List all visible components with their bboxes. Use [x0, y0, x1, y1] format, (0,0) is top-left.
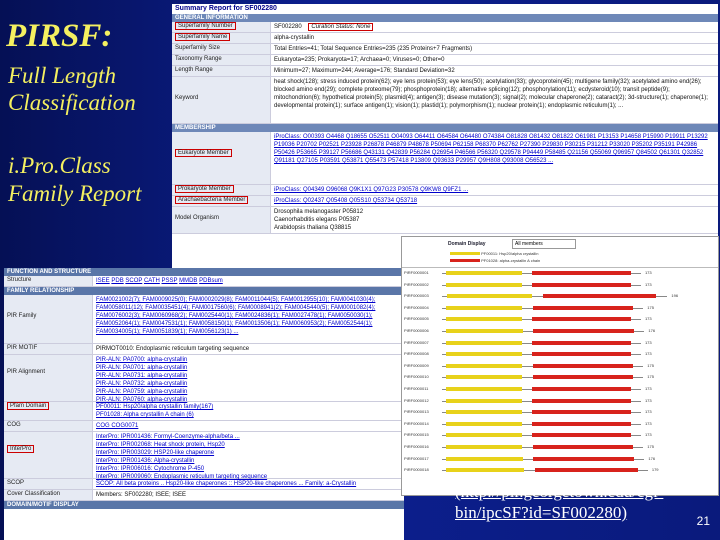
- pir-family-links[interactable]: FAM0021002(7); FAM0009025(0); FAM0002029(8); FAM0011044(5); FAM0012955(10); FAM0041030(4); FAM0058011(12); FAM0035451(4); FAM0017560(6); FAM0008941(2); FAM0045440(5); FAM0001082(4); FAM0076002(3); FAM0060968(2); FAM0025440(1); FAM0024836(1); FAM0027478(1); FAM0050030(1); FAM0052064(1); FAM0047531(1); FAM0058150(1); FAM0013506(1); FAM0060953(2); FAM0052544(1); FAM0034005(1); FAM0051839(1); FAM0056123(1) ...: [96, 297, 376, 335]
- domain-row[interactable]: [402, 291, 718, 303]
- domain-segment-crystallin: [532, 341, 631, 345]
- interpro-link[interactable]: InterPro: IPR003029: HSP20-like chaperone: [96, 450, 215, 456]
- sequence-length: 173: [644, 385, 652, 391]
- domain-segment-hsp20: [447, 294, 533, 298]
- domain-row[interactable]: [402, 465, 718, 477]
- row-label: Eukaryote Member: [175, 149, 232, 157]
- model-organism-row: [172, 207, 718, 234]
- legend-swatch: [450, 252, 480, 255]
- legend-label: PF01028: alpha-crystallin A chain: [481, 258, 541, 263]
- domain-segment-crystallin: [532, 271, 631, 275]
- alignment-link[interactable]: PIR-ALN: PA0700: alpha-crystallin: [96, 357, 188, 363]
- domain-segment-hsp20: [446, 410, 522, 414]
- domain-segment-hsp20: [446, 283, 522, 287]
- model-organism-list: [271, 207, 366, 233]
- model-organism: Drosophila melanogaster P05812: [274, 209, 364, 215]
- domain-segment-hsp20: [446, 422, 522, 426]
- alignment-link[interactable]: PIR-ALN: PA0732: alpha-crystallin: [96, 381, 188, 387]
- row-label: PIR MOTIF: [4, 344, 93, 354]
- domain-segment-crystallin: [532, 283, 631, 287]
- domain-row[interactable]: [402, 407, 718, 419]
- alignment-link[interactable]: PIR-ALN: PA0701: alpha-crystallin: [96, 365, 188, 371]
- domain-row-id: PIRF0000015: [404, 432, 429, 438]
- domain-row[interactable]: [402, 396, 718, 408]
- row-label: Structure: [4, 276, 93, 286]
- sequence-length: 173: [644, 432, 652, 438]
- sequence-length: 196: [671, 293, 679, 299]
- general-row: [172, 77, 718, 124]
- row-label: SCOP: [4, 479, 93, 489]
- pir-alignment-list: [93, 355, 190, 401]
- general-row: [172, 44, 718, 55]
- domain-row-id: PIRF0000003: [404, 293, 429, 299]
- scop-row: [4, 479, 404, 490]
- domain-row-id: PIRF0000012: [404, 397, 429, 403]
- domain-row[interactable]: [402, 268, 718, 280]
- sequence-length: 173: [644, 339, 652, 345]
- domain-row[interactable]: [402, 338, 718, 350]
- row-label: Pfam Domain: [7, 402, 49, 410]
- domain-segment-hsp20: [446, 433, 522, 437]
- domain-row[interactable]: [402, 314, 718, 326]
- page-number: 21: [696, 514, 710, 528]
- function-structure-header: FUNCTION AND STRUCTURE: [4, 268, 404, 276]
- interpro-row: [4, 432, 404, 479]
- row-label: COG: [4, 421, 93, 431]
- domain-row-id: PIRF0000005: [404, 316, 429, 322]
- sequence-length: 173: [644, 409, 652, 415]
- cover-value: Members: SF002280; ISEE; ISEE: [96, 492, 187, 498]
- structure-link[interactable]: PDBsum: [199, 278, 223, 284]
- pir-family-row: [4, 295, 404, 344]
- domain-segment-hsp20: [446, 271, 522, 275]
- row-label: Keyword: [172, 77, 271, 123]
- domain-segment-crystallin: [532, 352, 631, 356]
- legend-entry: [450, 251, 538, 256]
- family-relationship-header: FAMILY RELATIONSHIP: [4, 287, 404, 295]
- sequence-length: 175: [647, 374, 654, 380]
- membership-row: [172, 196, 718, 207]
- domain-segment-crystallin: [535, 468, 638, 472]
- domain-row-id: PIRF0000008: [404, 351, 429, 357]
- scop-link[interactable]: SCOP: All beta proteins .. Hsp20-like chaperones :: HSP20-like chaperones ... Family: a-Crystallin: [96, 481, 357, 487]
- domain-segment-crystallin: [533, 375, 634, 379]
- sequence-length: 179: [651, 467, 659, 473]
- domain-segment-crystallin: [533, 364, 634, 368]
- legend-entry: [450, 258, 540, 263]
- structure-link[interactable]: ISEE: [96, 278, 110, 284]
- general-row: [172, 33, 718, 44]
- curation-status: Curation Status: None: [308, 23, 373, 31]
- domain-rows: [402, 268, 718, 477]
- sequence-length: 175: [647, 443, 654, 449]
- interpro-link[interactable]: InterPro: IPR009060: Endoplasmic reticulum targeting sequence: [96, 474, 268, 480]
- general-row: [172, 55, 718, 66]
- general-row: [172, 66, 718, 77]
- domain-row[interactable]: [402, 384, 718, 396]
- structure-link[interactable]: CATH: [143, 278, 160, 284]
- domain-segment-crystallin: [532, 387, 631, 391]
- domain-row[interactable]: [402, 349, 718, 361]
- domain-segment-hsp20: [446, 457, 523, 461]
- domain-row-id: PIRF0000014: [404, 420, 429, 426]
- domain-segment-crystallin: [532, 410, 631, 414]
- structure-link[interactable]: PDB: [111, 278, 124, 284]
- domain-row[interactable]: [402, 326, 718, 338]
- domain-segment-hsp20: [446, 306, 522, 310]
- domain-row[interactable]: [402, 430, 718, 442]
- pfam-list: [93, 402, 216, 420]
- alignment-link[interactable]: PIR-ALN: PA0760: alpha-crystallin: [96, 397, 188, 403]
- domain-row-id: PIRF0000002: [404, 281, 429, 287]
- domain-segment-hsp20: [446, 329, 523, 333]
- domain-segment-hsp20: [446, 387, 522, 391]
- pir-motif-row: [4, 344, 404, 355]
- domain-segment-crystallin: [532, 422, 631, 426]
- domain-row[interactable]: [402, 442, 718, 454]
- structure-links: [93, 276, 226, 286]
- summary-report-panel: [172, 4, 718, 274]
- domain-row-id: PIRF0000010: [404, 374, 429, 380]
- row-label: Superfamily Name: [175, 33, 230, 41]
- interpro-list: [93, 432, 270, 478]
- structure-row: [4, 276, 404, 287]
- cog-row: [4, 421, 404, 432]
- summary-title: Summary Report for SF002280: [175, 5, 277, 12]
- row-label: Arachaebacteria Member: [175, 196, 248, 204]
- domain-row-id: PIRF0000009: [404, 362, 429, 368]
- prokaryote-member-links[interactable]: iProClass: Q04349 O96068 Q9K1X1 Q97G23 P30578 Q9KW8 Q9FZ1 ...: [274, 187, 469, 193]
- slide-subtitle-family-report: i.Pro.Class Family Report: [8, 153, 142, 206]
- domain-segment-crystallin: [533, 329, 634, 333]
- model-organism: Arabidopsis thaliana Q38815: [274, 225, 352, 231]
- row-label: Prokaryote Member: [175, 185, 234, 193]
- domain-segment-hsp20: [446, 352, 522, 356]
- domain-segment-hsp20: [446, 445, 522, 449]
- slide-subtitle-classification: Full Length Classification: [8, 63, 136, 115]
- sequence-length: 173: [644, 397, 652, 403]
- sequence-length: 176: [648, 327, 656, 333]
- domain-row[interactable]: [402, 303, 718, 315]
- structure-link[interactable]: SCOP: [125, 278, 143, 284]
- interpro-link[interactable]: InterPro: IPR002068: Heat shock protein, Hsp20: [96, 442, 225, 448]
- pfam-link[interactable]: PF01028: Alpha crystallin A chain (6): [96, 412, 194, 418]
- domain-segment-crystallin: [543, 294, 656, 298]
- general-row: [172, 22, 718, 33]
- pir-alignment-row: [4, 355, 404, 402]
- domain-segment-hsp20: [446, 468, 524, 472]
- sequence-length: 173: [644, 351, 652, 357]
- alignment-link[interactable]: PIR-ALN: PA0731: alpha-crystallin: [96, 373, 188, 379]
- domain-row-id: PIRF0000016: [404, 443, 429, 449]
- domain-row[interactable]: [402, 280, 718, 292]
- membership-row: [172, 132, 718, 185]
- row-label: InterPro: [7, 445, 34, 453]
- sequence-length: 173: [644, 420, 652, 426]
- slide-title: PIRSF:: [6, 18, 113, 54]
- domain-segment-crystallin: [532, 399, 631, 403]
- report-url[interactable]: (http://pir.georgetown.edu/cgi-bin/ipcSF?id=SF002280): [455, 482, 664, 522]
- superfamily-size: Total Entries=41; Total Sequence Entries=235 (235 Proteins+7 Fragments): [274, 46, 473, 52]
- pfam-link[interactable]: PF00011: Hsp20/alpha crystallin family(167): [96, 404, 214, 410]
- keyword-list: heat shock(128); stress induced protein(62); eye lens protein(53); eye lens(50); acetylation(33); glycoprotein(45); multigene family(32); acetylated amino end(26); blocked amino end(29); complete proteome(79); phosphoprotein(18); alternative splicing(12); phosphorylation(11); ecdysteroid(10); transit peptide(9); mitochondrion(6); hypothetical protein(5); plasmid(4); antigen(3); disease mutation(3); signal(2); molecular chaperone(2); cataract(2); 3d-structure(1); chaperone(1); developmental protein(1); surface antigen(1); vision(1); plastid(1); polymorphism(1); nuclear protein(1); endoplasmic reticulum(1); ...: [274, 79, 708, 109]
- row-label: Superfamily Size: [172, 44, 271, 54]
- domain-segment-hsp20: [446, 375, 522, 379]
- structure-link[interactable]: MMDB: [179, 278, 198, 284]
- domain-row-id: PIRF0000017: [404, 455, 429, 461]
- interpro-link[interactable]: InterPro: IPR006016: Cytochrome P-450: [96, 466, 205, 472]
- domain-motif-header: DOMAIN/MOTIF DISPLAY: [4, 501, 404, 509]
- domain-row-id: PIRF0000004: [404, 304, 429, 310]
- interpro-link[interactable]: InterPro: IPR001436: Alpha-crystallin: [96, 458, 195, 464]
- taxonomy-range: Eukaryota=235; Prokaryota=17; Archaea=0; Viruses=0; Other=0: [274, 57, 445, 63]
- domain-segment-hsp20: [446, 341, 522, 345]
- legend-label: PF00011: Hsp20/alpha crystallin: [481, 251, 539, 256]
- membership-header: MEMBERSHIP: [172, 124, 718, 132]
- structure-link[interactable]: PSSP: [161, 278, 178, 284]
- row-label: PIR Family: [4, 295, 93, 343]
- domain-row-id: PIRF0000013: [404, 409, 429, 415]
- superfamily-name: alpha-crystallin: [274, 35, 315, 41]
- archaebacteria-member-links[interactable]: iProClass: Q02437 Q05408 Q05S10 Q53734 Q53718: [274, 198, 418, 204]
- row-label: Model Organism: [172, 207, 271, 233]
- sequence-length: 175: [647, 304, 654, 310]
- alignment-link[interactable]: PIR-ALN: PA0759: alpha-crystallin: [96, 389, 188, 395]
- domain-segment-crystallin: [532, 433, 631, 437]
- row-label: Length Range: [172, 66, 271, 76]
- domain-display-panel: [401, 236, 719, 496]
- model-organism: Caenorhabditis elegans P05387: [274, 217, 360, 223]
- sequence-length: 173: [644, 270, 652, 275]
- row-label: Taxonomy Range: [172, 55, 271, 65]
- domain-row-id: PIRF0000018: [404, 467, 429, 473]
- domain-row[interactable]: [402, 361, 718, 373]
- interpro-link[interactable]: InterPro: IPR001436: Formyl-Coenzyme-alpha/beta ...: [96, 434, 240, 440]
- eukaryote-member-links[interactable]: iProClass: O00393 O4468 Q18655 O52511 O04093 O64411 O64584 O64480 O74384 O81828 O81432 O81822 O61981 P13153 P14658 P15990 P19911 P13292 P19036 P20702 P02521 P23928 P26878 P46879 P48678 P50694 P62158 P68370 P62762 P27390 P29830 P30215 P31212 P33020 P35202 P35191 P42986 P50426 P53665 P39127 P56686 Q43131 Q42839 P56284 Q26954 P46566 P56320 Q29578 P94449 P58485 Q21156 Q55069 Q96957 Q84502 Q61301 Q32852 Q91181 Q27105 P03591 Q53871 Q55473 P57418 P13809 Q93633 P29957 Q9H808 Q93008 O56523 ...: [274, 134, 708, 164]
- sequence-length: 173: [644, 281, 652, 287]
- length-range: Minimum=27; Maximum=244; Average=176; Standard Deviation=32: [274, 68, 455, 74]
- membership-row: [172, 185, 718, 196]
- pir-motif-value: PIRMOT0010: Endoplasmic reticulum targeting sequence: [96, 346, 250, 352]
- cog-link[interactable]: COG COG0071: [96, 423, 139, 429]
- sequence-length: 175: [647, 362, 654, 368]
- domain-row-id: PIRF0000001: [404, 270, 429, 275]
- domain-row-id: PIRF0000011: [404, 385, 429, 391]
- domain-row[interactable]: [402, 372, 718, 384]
- pfam-row: [4, 402, 404, 421]
- superfamily-number: SF002280: [274, 24, 302, 30]
- row-label: PIR Alignment: [4, 355, 93, 401]
- function-structure-panel: [4, 268, 404, 540]
- domain-segment-hsp20: [446, 364, 522, 368]
- sequence-length: 173: [644, 316, 652, 322]
- domain-segment-hsp20: [446, 317, 522, 321]
- legend-swatch: [450, 259, 480, 262]
- member-selector[interactable]: All members: [512, 239, 576, 249]
- domain-row-id: PIRF0000006: [404, 327, 429, 333]
- domain-row-id: PIRF0000007: [404, 339, 429, 345]
- domain-display-title: Domain Display: [448, 241, 486, 247]
- row-label: Cover Classification: [4, 490, 93, 500]
- domain-segment-crystallin: [533, 306, 634, 310]
- domain-segment-hsp20: [446, 399, 522, 403]
- general-information-header: GENERAL INFORMATION: [172, 14, 718, 22]
- domain-row[interactable]: [402, 419, 718, 431]
- domain-segment-crystallin: [532, 317, 631, 321]
- domain-segment-crystallin: [533, 445, 634, 449]
- domain-display-header: [402, 237, 718, 268]
- domain-row[interactable]: [402, 454, 718, 466]
- row-label: Superfamily Number: [175, 22, 236, 30]
- sequence-length: 176: [648, 455, 656, 461]
- domain-segment-crystallin: [533, 457, 634, 461]
- cover-row: [4, 490, 404, 501]
